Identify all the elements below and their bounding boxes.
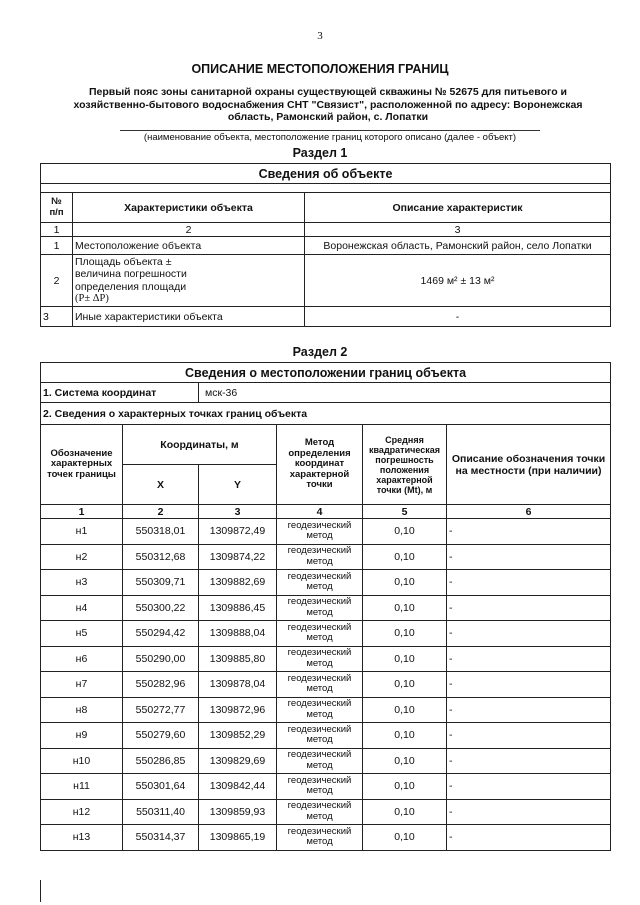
point-x: 550272,77: [123, 697, 199, 723]
row-number: 1: [41, 237, 73, 255]
method-line-1: геодезический: [287, 647, 352, 659]
point-name: н6: [41, 646, 123, 672]
col-header-description: Описание характеристик: [305, 193, 611, 223]
point-name: н1: [41, 519, 123, 545]
index-cell: 5: [363, 505, 447, 519]
index-cell: 4: [277, 505, 363, 519]
point-method: [277, 774, 363, 800]
table-row: [41, 519, 611, 545]
point-description: -: [447, 799, 611, 825]
point-x: 550279,60: [123, 723, 199, 749]
point-error: 0,10: [363, 799, 447, 825]
point-name: н7: [41, 672, 123, 698]
method-line-2: метод: [306, 683, 333, 695]
point-error: 0,10: [363, 595, 447, 621]
index-cell: 2: [123, 505, 199, 519]
method-line-2: метод: [306, 810, 333, 822]
point-description: -: [447, 672, 611, 698]
point-method: [277, 697, 363, 723]
point-y: 1309888,04: [199, 621, 277, 647]
point-name: н2: [41, 544, 123, 570]
point-description: -: [447, 519, 611, 545]
points-body: [41, 519, 611, 851]
point-name: н13: [41, 825, 123, 851]
row-description: -: [305, 307, 611, 327]
point-method: [277, 723, 363, 749]
col-header-point-description: Описание обозначения точки на местности (при наличии): [447, 425, 611, 505]
point-y: 1309865,19: [199, 825, 277, 851]
table-row: [41, 570, 611, 596]
col-header-point-name: Обозначение характерных точек границы: [41, 425, 123, 505]
point-x: 550309,71: [123, 570, 199, 596]
point-x: 550312,68: [123, 544, 199, 570]
method-line-1: геодезический: [287, 825, 352, 837]
method-line-1: геодезический: [287, 672, 352, 684]
section1-title: Раздел 1: [292, 146, 348, 160]
point-y: 1309886,45: [199, 595, 277, 621]
point-method: [277, 544, 363, 570]
method-line-2: метод: [306, 785, 333, 797]
row-characteristic: [73, 255, 305, 307]
method-line-2: метод: [306, 657, 333, 669]
table-row: [41, 723, 611, 749]
table-row: [41, 646, 611, 672]
index-cell: 2: [73, 223, 305, 237]
method-line-1: геодезический: [287, 545, 352, 557]
index-cell: 1: [41, 505, 123, 519]
section1-header: Сведения об объекте: [41, 164, 611, 184]
subtitle-line-1: Первый пояс зоны санитарной охраны существующей скважины № 52675 для питьевого и: [88, 86, 568, 98]
area-label-line-3: определения площади: [75, 280, 187, 293]
point-error: 0,10: [363, 748, 447, 774]
table-row: [41, 774, 611, 800]
point-y: 1309874,22: [199, 544, 277, 570]
point-name: н4: [41, 595, 123, 621]
col-header-error: Средняя квадратическая погрешность положения характерной точки (Мt), м: [363, 425, 447, 505]
point-x: 550301,64: [123, 774, 199, 800]
point-method: [277, 799, 363, 825]
object-info-table: [40, 163, 611, 327]
table-row: [41, 595, 611, 621]
table-row: [41, 748, 611, 774]
point-error: 0,10: [363, 723, 447, 749]
table-row: [41, 544, 611, 570]
method-line-1: геодезический: [287, 570, 352, 582]
method-line-1: геодезический: [287, 596, 352, 608]
point-x: 550286,85: [123, 748, 199, 774]
method-line-2: метод: [306, 632, 333, 644]
method-line-1: геодезический: [287, 723, 352, 735]
point-method: [277, 570, 363, 596]
method-line-2: метод: [306, 530, 333, 542]
page-number: 3: [317, 30, 323, 42]
row-description: 1469 м² ± 13 м²: [305, 255, 611, 307]
point-description: -: [447, 723, 611, 749]
point-x: 550311,40: [123, 799, 199, 825]
subtitle-line-2: хозяйственно-бытового водоснабжения СНТ "Связист", расположенной по адресу: Воронежская: [73, 98, 583, 111]
point-name: н9: [41, 723, 123, 749]
point-description: -: [447, 621, 611, 647]
point-x: 550282,96: [123, 672, 199, 698]
point-method: [277, 825, 363, 851]
row-description: Воронежская область, Рамонский район, село Лопатки: [305, 237, 611, 255]
row-number: 3: [41, 307, 73, 327]
point-y: 1309859,93: [199, 799, 277, 825]
point-name: н11: [41, 774, 123, 800]
point-x: 550314,37: [123, 825, 199, 851]
point-y: 1309852,29: [199, 723, 277, 749]
subtitle-line-3: область, Рамонский район, с. Лопатки: [227, 111, 429, 123]
index-cell: 6: [447, 505, 611, 519]
table-left-border-continuation: [40, 880, 41, 902]
point-x: 550318,01: [123, 519, 199, 545]
col-header-characteristic: Характеристики объекта: [73, 193, 305, 223]
row-number: 2: [41, 255, 73, 307]
point-error: 0,10: [363, 570, 447, 596]
col-header-method: Метод определения координат характерной точки: [277, 425, 363, 505]
point-y: 1309842,44: [199, 774, 277, 800]
point-y: 1309829,69: [199, 748, 277, 774]
boundary-points-table: [40, 362, 611, 851]
table-row: [41, 672, 611, 698]
area-label-line-1: Площадь объекта ±: [75, 255, 172, 268]
point-description: -: [447, 748, 611, 774]
point-description: -: [447, 825, 611, 851]
point-error: 0,10: [363, 646, 447, 672]
index-cell: 3: [199, 505, 277, 519]
method-line-1: геодезический: [287, 774, 352, 786]
row-characteristic: Иные характеристики объекта: [73, 307, 305, 327]
point-x: 550290,00: [123, 646, 199, 672]
section2-header: Сведения о местоположении границ объекта: [41, 363, 611, 383]
col-header-y: Y: [199, 465, 277, 505]
table-row: [41, 799, 611, 825]
method-line-2: метод: [306, 708, 333, 720]
point-name: н8: [41, 697, 123, 723]
point-error: 0,10: [363, 774, 447, 800]
coord-system-value: мск-36: [199, 383, 611, 403]
table-row: [41, 825, 611, 851]
point-description: -: [447, 697, 611, 723]
coord-system-label: 1. Система координат: [41, 383, 199, 403]
point-error: 0,10: [363, 825, 447, 851]
point-description: -: [447, 774, 611, 800]
point-error: 0,10: [363, 544, 447, 570]
object-name-underline: [120, 130, 540, 131]
method-line-1: геодезический: [287, 519, 352, 531]
point-y: 1309878,04: [199, 672, 277, 698]
point-error: 0,10: [363, 621, 447, 647]
method-line-1: геодезический: [287, 621, 352, 633]
table-row: [41, 307, 611, 327]
method-line-2: метод: [306, 734, 333, 746]
point-name: н12: [41, 799, 123, 825]
method-line-2: метод: [306, 759, 333, 771]
point-error: 0,10: [363, 697, 447, 723]
point-name: н10: [41, 748, 123, 774]
point-method: [277, 595, 363, 621]
document-title: ОПИСАНИЕ МЕСТОПОЛОЖЕНИЯ ГРАНИЦ: [191, 62, 449, 76]
point-method: [277, 646, 363, 672]
method-line-1: геодезический: [287, 749, 352, 761]
col-header-x: X: [123, 465, 199, 505]
table-row: [41, 697, 611, 723]
index-cell: 1: [41, 223, 73, 237]
point-description: -: [447, 544, 611, 570]
point-x: 550294,42: [123, 621, 199, 647]
point-name: н3: [41, 570, 123, 596]
point-description: -: [447, 595, 611, 621]
point-y: 1309872,49: [199, 519, 277, 545]
area-label-line-2: величина погрешности: [75, 268, 187, 280]
point-x: 550300,22: [123, 595, 199, 621]
object-note: (наименование объекта, местоположение границ которого описано (далее - объект): [143, 132, 517, 143]
method-line-1: геодезический: [287, 800, 352, 812]
section2-title: Раздел 2: [292, 345, 348, 359]
table-row: [41, 255, 611, 307]
row-characteristic: Местоположение объекта: [73, 237, 305, 255]
area-label-line-4: (Р± ΔР): [75, 293, 109, 304]
method-line-2: метод: [306, 836, 333, 848]
point-y: 1309872,96: [199, 697, 277, 723]
point-error: 0,10: [363, 519, 447, 545]
point-description: -: [447, 570, 611, 596]
col-header-number: № п/п: [41, 193, 73, 223]
point-method: [277, 519, 363, 545]
points-section-label: 2. Сведения о характерных точках границ объекта: [41, 403, 611, 425]
method-line-1: геодезический: [287, 698, 352, 710]
method-line-2: метод: [306, 606, 333, 618]
point-name: н5: [41, 621, 123, 647]
spacer-row: [41, 184, 611, 193]
point-method: [277, 672, 363, 698]
point-method: [277, 748, 363, 774]
method-line-2: метод: [306, 581, 333, 593]
method-line-2: метод: [306, 555, 333, 567]
table-row: [41, 621, 611, 647]
index-cell: 3: [305, 223, 611, 237]
point-y: 1309882,69: [199, 570, 277, 596]
point-error: 0,10: [363, 672, 447, 698]
table-row: [41, 237, 611, 255]
point-description: -: [447, 646, 611, 672]
col-header-coordinates: Координаты, м: [123, 425, 277, 465]
point-method: [277, 621, 363, 647]
point-y: 1309885,80: [199, 646, 277, 672]
document-subtitle: [48, 86, 608, 124]
